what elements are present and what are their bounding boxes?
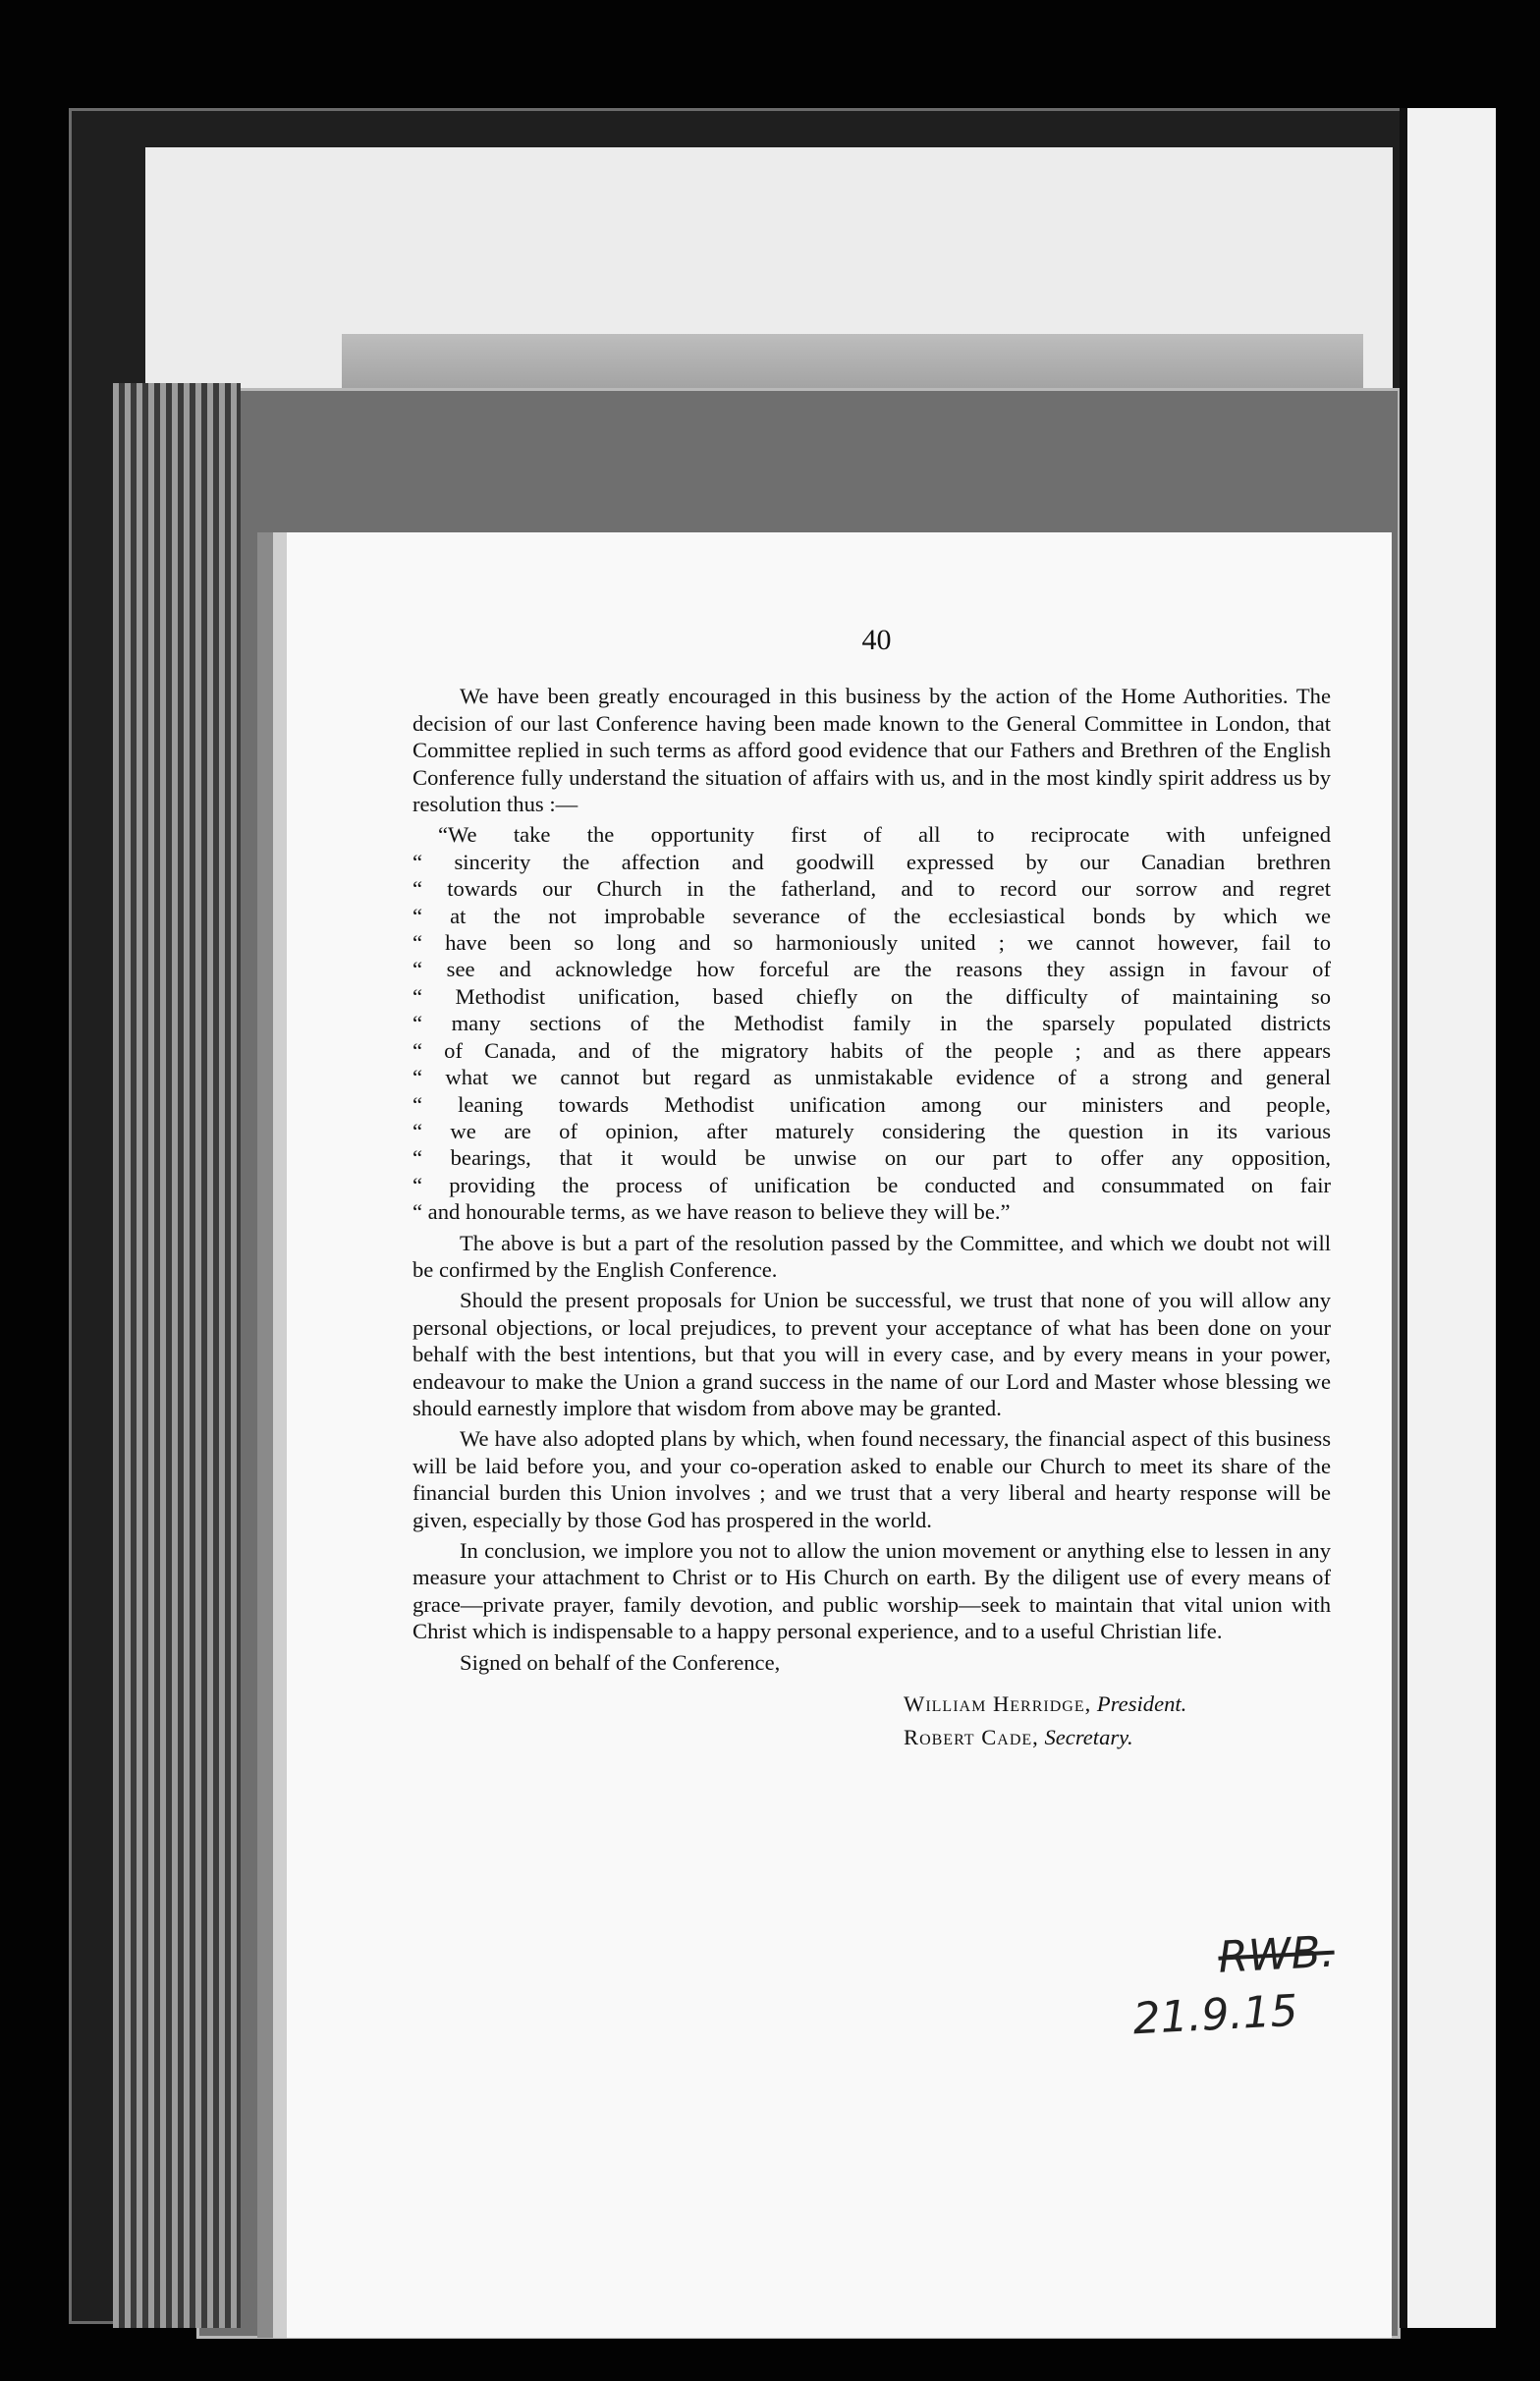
quote-line: “ leaning towards Methodist unification among our ministers and people, [412,1091,1331,1117]
quote-line: “ have been so long and so harmoniously united ; we cannot however, fail to [412,930,1331,956]
signed-on-behalf: Signed on behalf of the Conference, [460,1649,781,1675]
signature-block [904,1688,1331,1754]
quote-line: “ what we cannot but regard as unmistakable evidence of a strong and general [412,1065,1331,1090]
quote-line: “ providing the process of unification be conducted and consummated on fair [412,1172,1331,1197]
secretary-signature [904,1721,1331,1754]
paragraph-financial-plans: We have also adopted plans by which, when found necessary, the financial aspect of this business will be laid before you, and your co-operation asked to enable our Church to meet its share of the financial burden this Union involves ; and we trust that a very liberal and hearty response will be given, especially by those God has prospered in the world. [412,1426,1331,1532]
page-stack-edges [113,383,241,2328]
page-content [412,532,1331,1754]
paragraph-union-proposals: Should the present proposals for Union be successful, we trust that none of you will allow any personal objections, or local prejudices, to prevent your acceptance of what has been done on your behalf with the best intentions, but that you will in every case, and by every means in your power, endeavour to make the Union a grand success in the name of our Lord and Master whose blessing we should earnestly implore that wisdom from above may be granted. [412,1288,1331,1420]
quote-line: “ and honourable terms, as we have reason to believe they will be.” [412,1199,1011,1225]
quote-line: “ sincerity the affection and goodwill expressed by our Canadian brethren [412,849,1331,874]
president-name: William Herridge, [904,1691,1092,1717]
quote-line: “ of Canada, and of the migratory habits of the people ; and as there appears [412,1037,1331,1063]
quote-line: “ towards our Church in the fatherland, and to record our sorrow and regret [412,876,1331,902]
paragraph-conclusion: In conclusion, we implore you not to allow the union movement or anything else to lessen in any measure your attachment to Christ or to His Church on earth. By the diligent use of every means of grace—private prayer, family devotion, and public worship—seek to maintain that vital union with Christ which is indispensable to a happy personal experience, and to a useful Christian life. [412,1538,1331,1644]
paragraph-home-authorities: We have been greatly encouraged in this business by the action of the Home Authorities. The decision of our last Conference having been made known to the General Committee in London, that Committee replied in such terms as afford good evidence that our Fathers and Brethren of the English Conference fully understand the situation of affairs with us, and in the most kindly spirit address us by resolution thus :— [412,684,1331,817]
quote-line: “ at the not improbable severance of the ecclesiastical bonds by which we [412,903,1331,928]
handwritten-date: 21.9.15 [1131,1985,1299,2045]
quote-line: “ many sections of the Methodist family in the sparsely populated districts [412,1011,1331,1036]
page-number: 40 [861,624,892,656]
handwritten-annotation [1128,1924,1339,2049]
president-role: President. [1096,1691,1187,1717]
handwritten-initials: RWB. [1217,1926,1336,1983]
quote-line: “ we are of opinion, after maturely considering the question in its various [412,1118,1331,1143]
secretary-role: Secretary. [1044,1725,1133,1750]
quote-line: “ bearings, that it would be unwise on our part to offer any opposition, [412,1145,1331,1171]
resolution-quote [412,821,1331,1225]
secretary-name: Robert Cade, [904,1725,1039,1750]
adjacent-page-edge [1400,108,1496,2328]
president-signature [904,1688,1331,1721]
document-page [287,532,1392,2338]
quote-line: “ Methodist unification, based chiefly on the difficulty of maintaining so [412,983,1331,1009]
quote-line: “ see and acknowledge how forceful are the reasons they assign in favour of [412,957,1331,982]
paragraph-resolution-part: The above is but a part of the resolution passed by the Committee, and which we doubt not will be confirmed by the English Conference. [412,1230,1331,1282]
quote-line: “We take the opportunity first of all to reciprocate with unfeigned [438,822,1331,848]
